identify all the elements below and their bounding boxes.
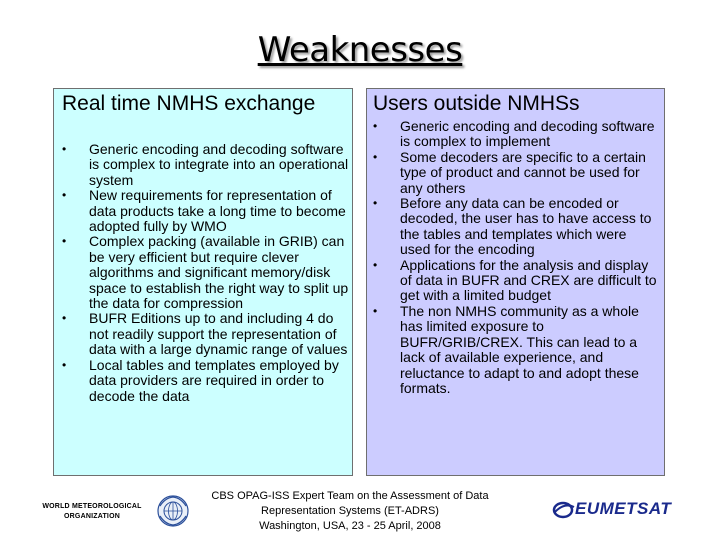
list-item	[373, 302, 658, 396]
eumetsat-logo: EUMETSAT	[575, 499, 672, 518]
bullet-icon: •	[62, 357, 67, 372]
bullet-icon: •	[373, 303, 378, 318]
list-item	[373, 256, 658, 304]
list-item-text: Some decoders are specific to a certain type of product and cannot be used for any others	[400, 148, 646, 196]
right-panel-users	[366, 88, 665, 476]
list-item-text: Applications for the analysis and display of data in BUFR and CREX are difficult to get with a limited budget	[400, 256, 657, 304]
footer-line2: Representation Systems (ET-ADRS)	[261, 505, 439, 517]
list-item	[373, 148, 658, 196]
bullet-icon: •	[62, 188, 67, 203]
bullet-icon: •	[373, 257, 378, 272]
list-item	[62, 310, 351, 358]
list-item-text: Generic encoding and decoding software is complex to implement	[400, 118, 655, 150]
list-item	[373, 118, 658, 150]
bullet-icon: •	[373, 149, 378, 164]
right-panel-title: Users outside NMHSs	[373, 92, 580, 115]
list-item-text: New requirements for representation of data products take a long time to become adopted fully by WMO	[89, 187, 346, 235]
list-item	[62, 233, 351, 312]
left-bullet-list	[62, 141, 351, 404]
list-item	[62, 141, 351, 188]
wmo-name	[32, 502, 152, 522]
wmo-name-line2: ORGANIZATION	[64, 513, 120, 520]
footer-line1: CBS OPAG-ISS Expert Team on the Assessment of Data	[211, 490, 489, 502]
bullet-icon: •	[373, 119, 378, 133]
left-panel-nmhs	[53, 88, 353, 476]
slide-title: Weaknesses	[257, 30, 463, 70]
wmo-name-line1: WORLD METEOROLOGICAL	[42, 503, 142, 510]
list-item-text: BUFR Editions up to and including 4 do not readily support the representation of data with a large dynamic range of values	[89, 310, 348, 358]
list-item-text: Local tables and templates employed by data providers are required in order to decode the data	[89, 356, 339, 404]
list-item-text: The non NMHS community as a whole has limited exposure to BUFR/GRIB/CREX. This can lead to a lack of available experience, and reluctance to adapt to and adopt these formats.	[400, 302, 639, 396]
bullet-icon: •	[62, 234, 67, 249]
bullet-icon: •	[373, 196, 378, 211]
list-item-text: Complex packing (available in GRIB) can be very efficient but require clever algorithms and significant memory/disk space to establish the right way to split up the data for compression	[89, 233, 349, 312]
list-item-text: Generic encoding and decoding software is complex to integrate into an operational system	[89, 141, 349, 188]
list-item	[62, 187, 351, 235]
left-panel-title: Real time NMHS exchange	[62, 92, 316, 115]
footer-conference-info	[170, 489, 530, 534]
list-item-text: Before any data can be encoded or decoded, the user has to have access to the tables and templates which were used for the encoding	[400, 195, 652, 258]
footer-line3: Washington, USA, 23 - 25 April, 2008	[259, 520, 441, 532]
bullet-icon: •	[62, 311, 67, 326]
right-bullet-list	[373, 118, 658, 396]
list-item	[373, 195, 658, 258]
list-item	[62, 356, 351, 404]
bullet-icon: •	[62, 142, 67, 156]
